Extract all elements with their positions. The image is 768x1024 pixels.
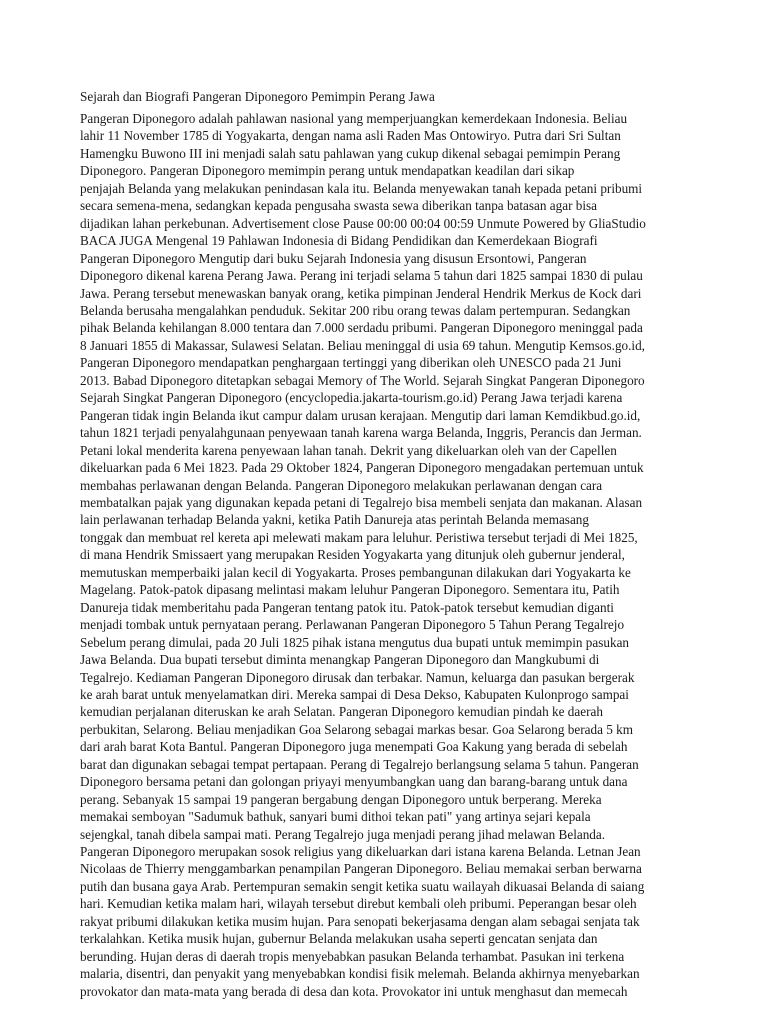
body-text-line: Sejarah Singkat Pangeran Diponegoro (encyclopedia.jakarta-tourism.go.id) Perang Jawa terjadi karena [80,390,623,406]
body-text-line: hari. Kemudian ketika malam hari, wilayah tersebut direbut kembali oleh pribumi. Peperangan besar oleh [80,896,637,912]
body-text-line: tonggak dan membuat rel kereta api melewati makam para leluhur. Peristiwa tersebut terjadi di Mei 1825, [80,529,638,545]
body-text-line: provokator dan mata-mata yang berada di desa dan kota. Provokator ini untuk menghasut dan memecah [80,983,628,999]
body-text-line: Diponegoro. Pangeran Diponegoro memimpin perang untuk mendapatkan keadilan dari sikap [80,163,575,179]
body-text-line: perbukitan, Selarong. Beliau menjadikan Goa Selarong sebagai markas besar. Goa Selarong berada 5 km [80,721,633,737]
body-text-line: Hamengku Buwono III ini menjadi salah satu pahlawan yang cukup dikenal sebagai pemimpin Perang [80,145,621,161]
body-text-line: Pangeran Diponegoro mendapatkan penghargaan tertinggi yang diberikan oleh UNESCO pada 21 Juni [80,355,622,371]
body-text-line: Belanda berusaha mengalahkan penduduk. Sekitar 200 ribu orang tewas dalam pertempuran. Sedangkan [80,302,631,318]
body-text-line: ke arah barat untuk menyelamatkan diri. Mereka sampai di Desa Dekso, Kabupaten Kulonprogo sampai [80,686,629,702]
body-text-line: terkalahkan. Ketika musik hujan, gubernur Belanda melakukan usaha seperti gencatan senjata dan [80,931,598,947]
body-text-line: BACA JUGA Mengenal 19 Pahlawan Indonesia di Bidang Pendidikan dan Kemerdekaan Biografi [80,233,598,249]
body-text-line: Diponegoro dikenal karena Perang Jawa. Perang ini terjadi selama 5 tahun dari 1825 sampai 1830 di pulau [80,268,643,284]
body-text-line: malaria, disentri, dan penyakit yang menyebabkan kondisi fisik melemah. Belanda akhirnya menyebarkan [80,966,640,982]
body-text-line: Pangeran Diponegoro adalah pahlawan nasional yang memperjuangkan kemerdekaan Indonesia. Beliau [80,111,628,126]
body-text-line: Nicolaas de Thierry menggambarkan penampilan Pangeran Diponegoro. Beliau memakai serban berwarna [80,861,642,877]
document-body [80,110,700,1000]
body-text-line: rakyat pribumi dilakukan ketika musim hujan. Para senopati bekerjasama dengan alam sebagai senjata tak [80,913,640,929]
body-text-line: Magelang. Patok-patok dipasang melintasi makam leluhur Pangeran Diponegoro. Sementara itu, Patih [80,582,620,598]
body-text-line: Tegalrejo. Kediaman Pangeran Diponegoro dirusak dan terbakar. Namun, keluarga dan pasukan bergerak [80,669,635,685]
body-text-line: Jawa. Perang tersebut menewaskan banyak orang, ketika pimpinan Jenderal Hendrik Merkus de Kock dari [80,285,642,301]
body-text-line: memutuskan memperbaiki jalan kecil di Yogyakarta. Proses pembangunan dilakukan dari Yogyakarta ke [80,564,631,580]
body-text-line: Jawa Belanda. Dua bupati tersebut diminta menangkap Pangeran Diponegoro dan Mangkubumi di [80,652,600,668]
body-text-line: Pangeran Diponegoro Mengutip dari buku Sejarah Indonesia yang disusun Ersontowi, Pangeran [80,250,587,266]
body-text-line: Pangeran tidak ingin Belanda ikut campur dalam urusan kerajaan. Mengutip dari laman Kemdikbud.go.id, [80,407,641,423]
body-text-line: kemudian perjalanan diteruskan ke arah Selatan. Pangeran Diponegoro kemudian pindah ke daerah [80,704,603,720]
body-text-line: dari arah barat Kota Bantul. Pangeran Diponegoro juga menempati Goa Kakung yang berada di sebelah [80,739,628,755]
body-text-line: perang. Sebanyak 15 sampai 19 pangeran bergabung dengan Diponegoro untuk berperang. Mereka [80,791,602,807]
body-text-line: 8 Januari 1855 di Makassar, Sulawesi Selatan. Beliau meninggal di usia 69 tahun. Mengutip Kemsos.go.id, [80,337,645,353]
body-text-line: Diponegoro bersama petani dan golongan priyayi menyumbangkan uang dan barang-barang untuk dana [80,774,628,790]
body-text-line: pihak Belanda kehilangan 8.000 tentara dan 7.000 serdadu pribumi. Pangeran Diponegoro meninggal pada [80,320,643,336]
body-text-line: menjadi tombak untuk pernyataan perang. Perlawanan Pangeran Diponegoro 5 Tahun Perang Tegalrejo [80,617,625,633]
document-title: Sejarah dan Biografi Pangeran Diponegoro Pemimpin Perang Jawa [80,89,435,104]
body-text-line: lain perlawanan terhadap Belanda yakni, ketika Patih Danureja atas perintah Belanda memasang [80,512,589,528]
body-text-line: sejengkal, tanah dibela sampai mati. Perang Tegalrejo juga menjadi perang jihad melawan Belanda. [80,826,606,842]
body-text-line: lahir 11 November 1785 di Yogyakarta, dengan nama asli Raden Mas Ontowiryo. Putra dari Sri Sultan [80,128,621,144]
body-text-line: dijadikan lahan perkebunan. Advertisement close Pause 00:00 00:04 00:59 Unmute Powered by GliaStudio [80,215,646,231]
body-text-line: penjajah Belanda yang melakukan penindasan kala itu. Belanda menyewakan tanah kepada petani pribumi [80,180,643,196]
body-text-line: tahun 1821 terjadi penyalahgunaan penyewaan tanah karena warga Belanda, Inggris, Perancis dan Jerman. [80,425,642,441]
body-text-line: barat dan digunakan sebagai tempat pertapaan. Perang di Tegalrejo berlangsung selama 5 tahun. Pangeran [80,756,639,772]
body-text-line: Danureja tidak memberitahu pada Pangeran tentang patok itu. Patok-patok tersebut kemudian diganti [80,599,614,615]
body-text-line: Pangeran Diponegoro merupakan sosok religius yang dikeluarkan dari istana karena Belanda. Letnan Jean [80,844,641,860]
body-text-line: membahas perlawanan dengan Belanda. Pangeran Diponegoro melakukan perlawanan dengan cara [80,477,603,493]
body-text-line: di mana Hendrik Smissaert yang merupakan Residen Yogyakarta yang ditunjuk oleh gubernur jenderal, [80,547,625,563]
body-text-line: membatalkan pajak yang digunakan kepada petani di Tegalrejo bisa membeli senjata dan makanan. Alasan [80,494,643,510]
body-text-line: putih dan busana gaya Arab. Pertempuran semakin sengit ketika suatu wailayah dikuasai Belanda di saiang [80,878,645,894]
body-text-line: dikeluarkan pada 6 Mei 1823. Pada 29 Oktober 1824, Pangeran Diponegoro mengadakan pertemuan untuk [80,460,644,476]
body-text-line: berunding. Hujan deras di daerah tropis menyebabkan pasukan Belanda terhambat. Pasukan ini terkena [80,948,625,964]
body-text-line: secara semena-mena, sedangkan kepada pengusaha swasta sewa diberikan tanpa batasan agar bisa [80,198,598,214]
body-text-line: Petani lokal menderita karena penyewaan lahan tanah. Dekrit yang dikeluarkan oleh van der Capellen [80,442,617,458]
body-text-line: Sebelum perang dimulai, pada 20 Juli 1825 pihak istana mengutus dua bupati untuk memimpin pasukan [80,634,630,650]
body-text-line: 2013. Babad Diponegoro ditetapkan sebagai Memory of The World. Sejarah Singkat Pangeran Diponegoro [80,372,645,388]
body-text-line: memakai semboyan "Sadumuk bathuk, sanyari bumi dithoi tekan pati" yang artinya sejari kepala [80,809,591,825]
